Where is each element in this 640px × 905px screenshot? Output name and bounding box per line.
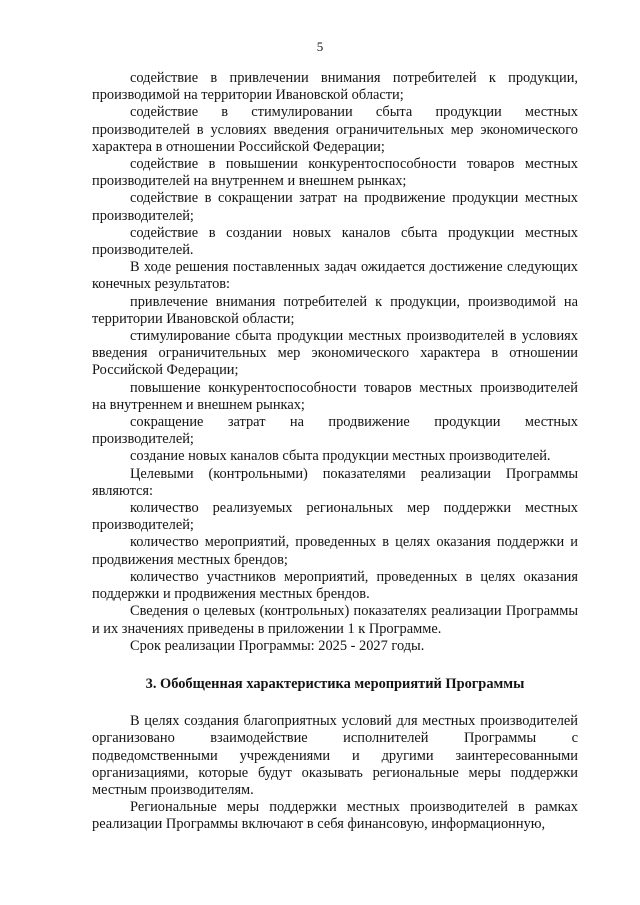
paragraph: содействие в сокращении затрат на продвижение продукции местных производителей;	[92, 190, 578, 224]
paragraph: В целях создания благоприятных условий для местных производителей организовано взаимодействие исполнителей Программы с подведомственными учреждениями и другими заинтересованными организациями, которые будут оказывать региональные меры поддержки местным производителям.	[92, 713, 578, 798]
paragraph: количество реализуемых региональных мер поддержки местных производителей;	[92, 500, 578, 534]
paragraph: Сведения о целевых (контрольных) показателях реализации Программы и их значениях приведены в приложении 1 к Программе.	[92, 603, 578, 637]
paragraph: Региональные меры поддержки местных производителей в рамках реализации Программы включают в себя финансовую, информационную,	[92, 799, 578, 833]
paragraph: сокращение затрат на продвижение продукции местных производителей;	[92, 414, 578, 448]
paragraph: количество участников мероприятий, проведенных в целях оказания поддержки и продвижения местных брендов.	[92, 568, 578, 603]
paragraph: содействие в создании новых каналов сбыта продукции местных производителей.	[92, 224, 578, 259]
paragraph: создание новых каналов сбыта продукции местных производителей.	[130, 448, 551, 465]
paragraph: повышение конкурентоспособности товаров местных производителей на внутреннем и внешнем рынках;	[92, 379, 578, 413]
paragraph: В ходе решения поставленных задач ожидается достижение следующих конечных результатов:	[92, 259, 578, 293]
paragraph: Срок реализации Программы: 2025 - 2027 годы.	[130, 637, 425, 654]
document-body	[92, 70, 578, 834]
paragraph: стимулирование сбыта продукции местных производителей в условиях введения ограничительных мер экономического характера в отношении Российской Федерации;	[92, 328, 578, 379]
paragraph: Целевыми (контрольными) показателями реализации Программы являются:	[92, 465, 578, 499]
paragraph: содействие в стимулировании сбыта продукции местных производителей в условиях введения ограничительных мер экономического характера в отношении Российской Федерации;	[92, 104, 578, 155]
section-heading: 3. Обобщенная характеристика мероприятий Программы	[145, 675, 525, 692]
paragraph: количество мероприятий, проведенных в целях оказания поддержки и продвижения местных брендов;	[92, 534, 578, 568]
page-number: 5	[316, 39, 324, 54]
paragraph: содействие в привлечении внимания потребителей к продукции, производимой на территории Ивановской области;	[92, 70, 578, 104]
paragraph: привлечение внимания потребителей к продукции, производимой на территории Ивановской области;	[92, 293, 578, 327]
paragraph: содействие в повышении конкурентоспособности товаров местных производителей на внутреннем и внешнем рынках;	[92, 156, 578, 190]
